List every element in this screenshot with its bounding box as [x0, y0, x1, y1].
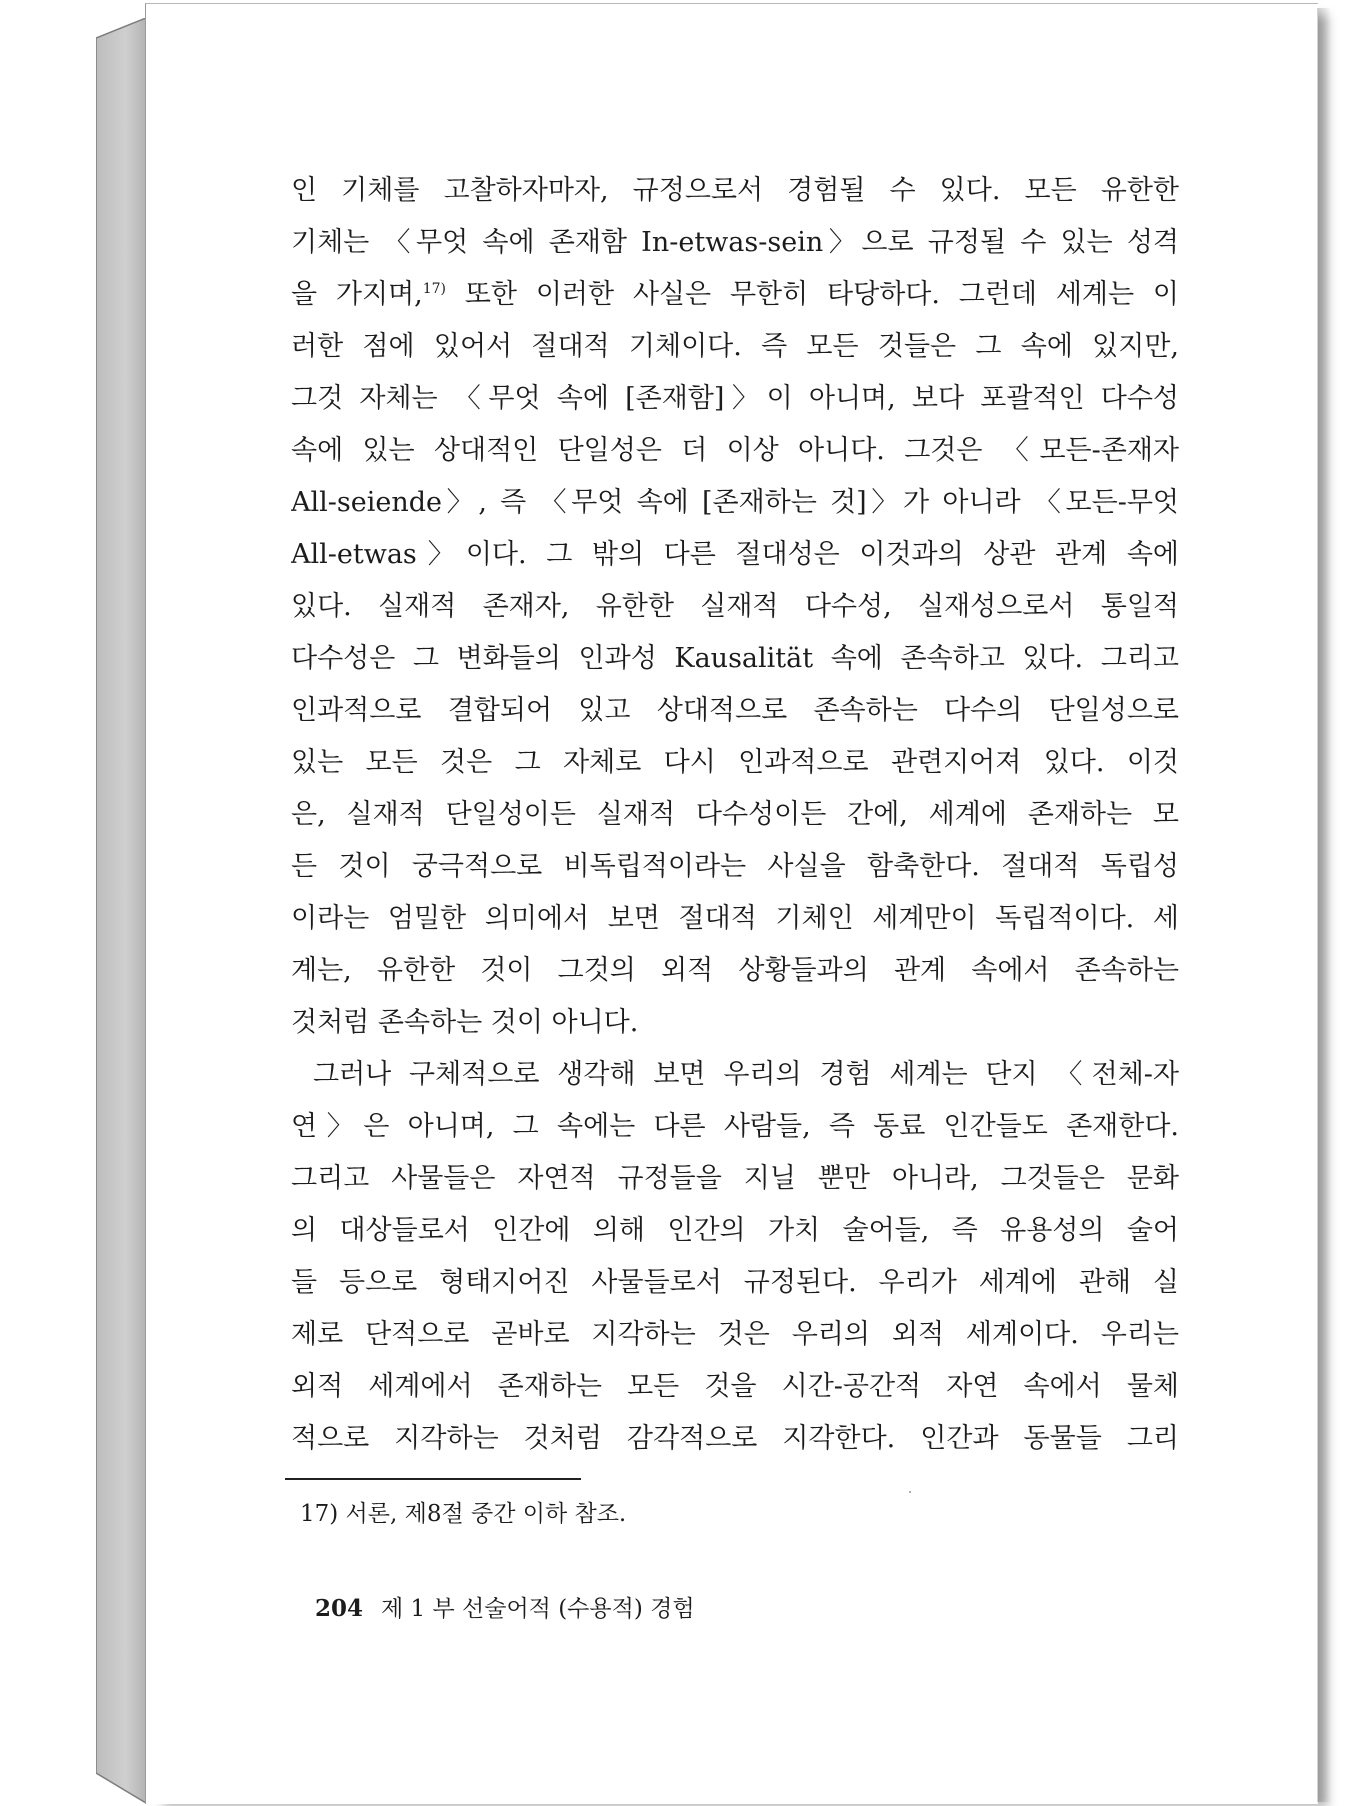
- text-line: 계는, 유한한 것이 그것의 외적 상황들과의 관계 속에서 존속하는: [291, 955, 1179, 986]
- running-title: 제 1 부 선술어적 (수용적) 경험: [381, 1596, 695, 1622]
- text-line: 있는 모든 것은 그 자체로 다시 인과적으로 관련지어져 있다. 이것: [291, 747, 1179, 778]
- text-line: 제로 단적으로 곧바로 지각하는 것은 우리의 외적 세계이다. 우리는: [291, 1319, 1179, 1350]
- footnote-divider: [285, 1478, 581, 1480]
- page-number: 204: [315, 1595, 364, 1622]
- text-line: All-etwas〉이다. 그 밖의 다른 절대성은 이것과의 상관 관계 속에: [291, 539, 1179, 570]
- text-line: 있다. 실재적 존재자, 유한한 실재적 다수성, 실재성으로서 통일적: [291, 591, 1179, 622]
- body-text: [291, 165, 1179, 1465]
- text-line: 인 기체를 고찰하자마자, 규정으로서 경험될 수 있다. 모든 유한한: [291, 175, 1179, 206]
- text-line: 기체는 〈무엇 속에 존재함 In-etwas-sein〉으로 규정될 수 있는 성격: [291, 227, 1179, 258]
- text-line-with-footnote-ref: [291, 269, 1179, 321]
- text-line: 은, 실재적 단일성이든 실재적 다수성이든 간에, 세계에 존재하는 모: [291, 799, 1179, 830]
- text-line: 그리고 사물들은 자연적 규정들을 지닐 뿐만 아니라, 그것들은 문화: [291, 1163, 1179, 1194]
- text-line: 속에 있는 상대적인 단일성은 더 이상 아니다. 그것은 〈모든-존재자: [291, 435, 1179, 466]
- text-line: 러한 점에 있어서 절대적 기체이다. 즉 모든 것들은 그 속에 있지만,: [291, 331, 1179, 362]
- text-line: 외적 세계에서 존재하는 모든 것을 시간-공간적 자연 속에서 물체: [291, 1371, 1179, 1402]
- text-line: All-seiende〉, 즉 〈무엇 속에 [존재하는 것]〉가 아니라 〈모든-무엇: [291, 487, 1179, 518]
- text-line: 들 등으로 형태지어진 사물들로서 규정된다. 우리가 세계에 관해 실: [291, 1267, 1179, 1298]
- text-line: 의 대상들로서 인간에 의해 인간의 가치 술어들, 즉 유용성의 술어: [291, 1215, 1179, 1246]
- text-line: 인과적으로 결합되어 있고 상대적으로 존속하는 다수의 단일성으로: [291, 695, 1179, 726]
- footnote-reference: 17): [422, 281, 447, 297]
- text-line: 적으로 지각하는 것처럼 감각적으로 지각한다. 인간과 동물들 그리: [291, 1423, 1179, 1454]
- text-line: 다수성은 그 변화들의 인과성 Kausalität 속에 존속하고 있다. 그리고: [291, 643, 1179, 674]
- text-segment: 또한 이러한 사실은 무한히 타당하다. 그런데 세계는 이: [446, 279, 1179, 310]
- text-segment: 을 가지며,: [291, 279, 423, 310]
- text-line: 이라는 엄밀한 의미에서 보면 절대적 기체인 세계만이 독립적이다. 세: [291, 903, 1179, 934]
- text-line: 연〉은 아니며, 그 속에는 다른 사람들, 즉 동료 인간들도 존재한다.: [291, 1111, 1179, 1142]
- text-line: 그것 자체는 〈무엇 속에 [존재함]〉이 아니며, 보다 포괄적인 다수성: [291, 383, 1179, 414]
- text-line: 든 것이 궁극적으로 비독립적이라는 사실을 함축한다. 절대적 독립성: [291, 851, 1179, 882]
- page-footer: [315, 1590, 695, 1623]
- paragraph-last-line: 것처럼 존속하는 것이 아니다.: [291, 1007, 639, 1038]
- page-edge-shadow: [1317, 8, 1331, 1802]
- book-spine: [96, 18, 146, 1803]
- scan-speck: [909, 1491, 911, 1493]
- footnote: 17) 서론, 제8절 중간 이하 참조.: [300, 1501, 627, 1527]
- paragraph-first-line: 그러나 구체적으로 생각해 보면 우리의 경험 세계는 단지 〈전체-자: [313, 1059, 1179, 1090]
